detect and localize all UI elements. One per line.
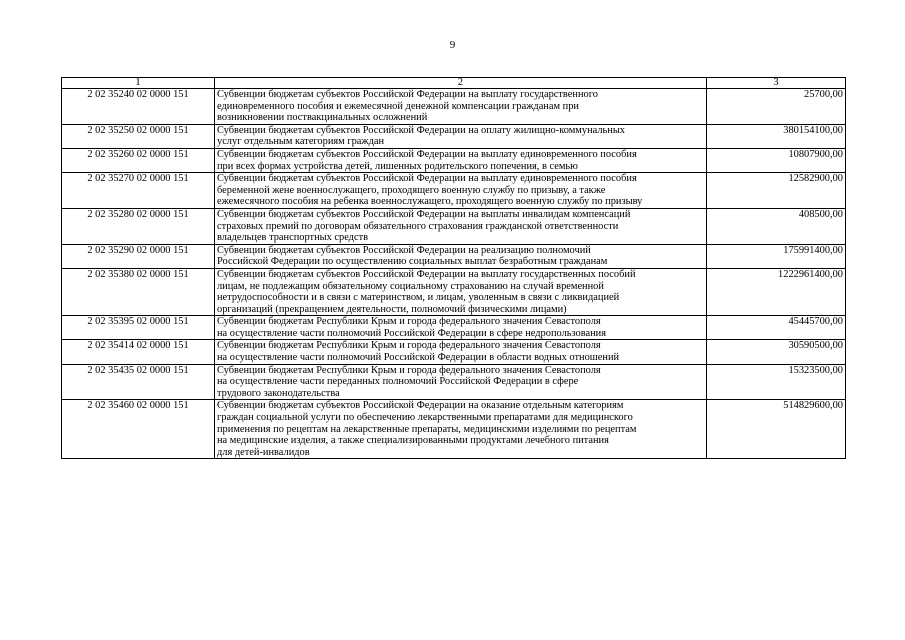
description-line: Субвенции бюджетам субъектов Российской Федерации на выплату государственного	[217, 89, 598, 100]
budget-code-cell: 2 02 35280 02 0000 151	[62, 208, 215, 244]
budget-code-cell: 2 02 35260 02 0000 151	[62, 148, 215, 172]
description-cell	[215, 364, 707, 400]
description-cell	[215, 208, 707, 244]
description-line: Субвенции бюджетам субъектов Российской Федерации на выплату единовременного пособия	[217, 173, 637, 185]
budget-code-cell: 2 02 35270 02 0000 151	[62, 173, 215, 209]
description-line: Субвенции бюджетам субъектов Российской Федерации на выплаты инвалидам компенсаций	[217, 208, 631, 220]
budget-code-cell: 2 02 35395 02 0000 151	[62, 316, 215, 340]
table-row	[62, 340, 846, 364]
table-row	[62, 268, 846, 315]
description-line: применения по рецептам на лекарственные препараты, медицинскими изделиями по рецептам	[217, 423, 637, 435]
description-line: единовременного пособия и ежемесячной денежной компенсации гражданам при	[217, 100, 579, 112]
budget-code-cell: 2 02 35250 02 0000 151	[62, 124, 215, 148]
budget-code-cell: 2 02 35460 02 0000 151	[62, 400, 215, 459]
description-line: на осуществление части полномочий Российской Федерации в области водных отношений	[217, 352, 620, 364]
table-row	[62, 316, 846, 340]
budget-code-cell: 2 02 35380 02 0000 151	[62, 268, 215, 315]
table-row	[62, 208, 846, 244]
description-line: беременной жене военнослужащего, проходящего военную службу по призыву, а также	[217, 184, 606, 196]
amount-cell: 45445700,00	[707, 316, 846, 340]
budget-code-cell: 2 02 35414 02 0000 151	[62, 340, 215, 364]
description-cell	[215, 268, 707, 315]
description-cell	[215, 89, 707, 125]
column-header-amount: 3	[707, 78, 846, 89]
budget-code-cell: 2 02 35435 02 0000 151	[62, 364, 215, 400]
table-row	[62, 364, 846, 400]
table-row	[62, 244, 846, 268]
amount-cell: 12582900,00	[707, 173, 846, 209]
table-body	[62, 89, 846, 459]
description-cell	[215, 340, 707, 364]
description-line: Субвенции бюджетам субъектов Российской Федерации на выплату единовременного пособия	[217, 148, 637, 160]
page-number: 9	[449, 39, 456, 51]
description-line: на осуществление части полномочий Российской Федерации в сфере недропользования	[217, 327, 607, 339]
description-cell	[215, 400, 707, 459]
description-cell	[215, 124, 707, 148]
amount-cell: 1222961400,00	[707, 268, 846, 315]
description-line: нетрудоспособности и в связи с материнством, и лицам, уволенным в связи с ликвидацией	[217, 292, 620, 304]
table-row	[62, 89, 846, 125]
amount-cell: 15323500,00	[707, 364, 846, 400]
table-row	[62, 173, 846, 209]
description-cell	[215, 148, 707, 172]
amount-cell: 380154100,00	[707, 124, 846, 148]
column-header-name: 2	[215, 78, 707, 89]
amount-cell: 30590500,00	[707, 340, 846, 364]
description-cell	[215, 173, 707, 209]
description-line: услуг отдельным категориям граждан	[217, 136, 385, 148]
description-line: страховых премий по договорам обязательного страхования гражданской ответственности	[217, 220, 619, 232]
description-line: организаций (прекращением деятельности, полномочий физическими лицами)	[217, 303, 567, 315]
table-row	[62, 148, 846, 172]
subventions-table	[61, 77, 846, 459]
description-line: на осуществление части переданных полномочий Российской Федерации в сфере	[217, 376, 579, 388]
table-row	[62, 400, 846, 459]
description-line: ежемесячного пособия на ребенка военнослужащего, проходящего военную службу по призыву	[217, 196, 643, 208]
amount-cell: 408500,00	[707, 208, 846, 244]
amount-cell: 10807900,00	[707, 148, 846, 172]
budget-code-cell: 2 02 35240 02 0000 151	[62, 89, 215, 125]
budget-code-cell: 2 02 35290 02 0000 151	[62, 244, 215, 268]
description-line: на медицинские изделия, а также специализированными продуктами лечебного питания	[217, 435, 609, 447]
description-line: при всех формах устройства детей, лишенных родительского попечения, в семью	[217, 160, 578, 172]
description-line: граждан социальной услуги по обеспечению лекарственными препаратами для медицинского	[217, 412, 633, 424]
description-line: Субвенции бюджетам Республики Крым и города федерального значения Севастополя	[217, 340, 601, 352]
amount-cell: 514829600,00	[707, 400, 846, 459]
description-line: Субвенции бюджетам субъектов Российской Федерации на оказание отдельным категориям	[217, 400, 624, 412]
column-header-code: 1	[62, 78, 215, 89]
description-cell	[215, 316, 707, 340]
description-line: Субвенции бюджетам субъектов Российской Федерации на оплату жилищно-коммунальных	[217, 124, 626, 136]
description-line: лицам, не подлежащим обязательному социальному страхованию на случай временной	[217, 280, 604, 292]
amount-cell: 25700,00	[707, 89, 846, 125]
description-cell	[215, 244, 707, 268]
description-line: трудового законодательства	[217, 387, 340, 399]
description-line: Субвенции бюджетам субъектов Российской Федерации на выплату государственных пособий	[217, 268, 636, 280]
table-header-row	[62, 78, 846, 89]
description-line: Субвенции бюджетам субъектов Российской Федерации на реализацию полномочий	[217, 244, 591, 256]
description-line: Российской Федерации по осуществлению социальных выплат безработным гражданам	[217, 256, 608, 268]
description-line: возникновении поствакцинальных осложнений	[217, 112, 428, 124]
description-line: Субвенции бюджетам Республики Крым и города федерального значения Севастополя	[217, 316, 601, 328]
description-line: для детей-инвалидов	[217, 446, 310, 458]
description-line: Субвенции бюджетам Республики Крым и города федерального значения Севастополя	[217, 364, 601, 376]
table-row	[62, 124, 846, 148]
amount-cell: 175991400,00	[707, 244, 846, 268]
description-line: владельцев транспортных средств	[217, 232, 369, 244]
